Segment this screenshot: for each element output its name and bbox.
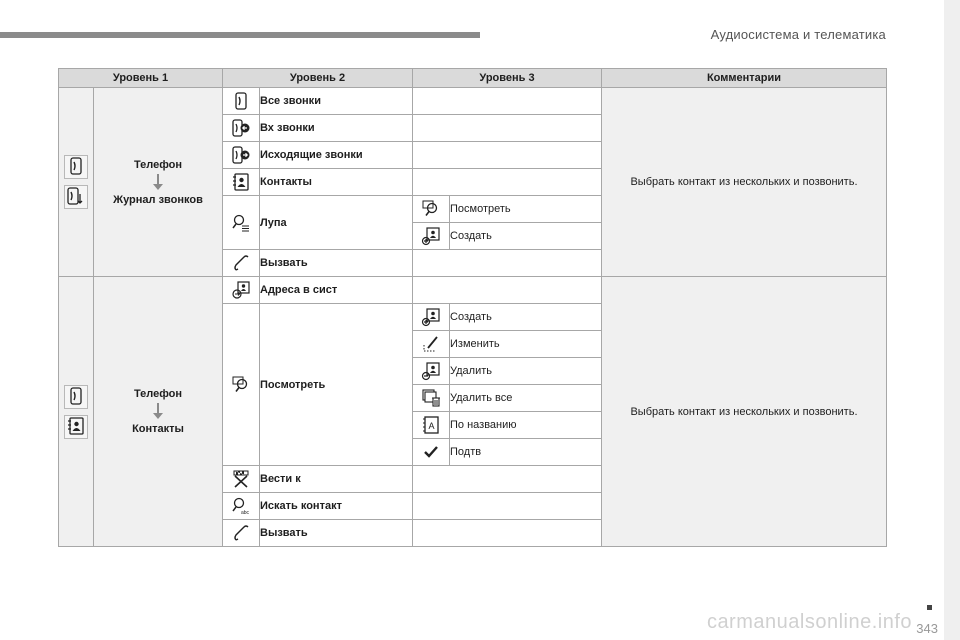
header-level3: Уровень 3 <box>413 69 602 88</box>
svg-text:A: A <box>428 421 435 431</box>
empty-level3 <box>413 88 602 115</box>
level2-icon-cell <box>223 466 260 493</box>
table-row <box>59 88 887 115</box>
level3-icon-cell <box>413 196 450 223</box>
empty-level3 <box>413 142 602 169</box>
sort-by-name-icon <box>421 415 441 435</box>
level2-cell <box>94 88 223 277</box>
empty-level3 <box>413 250 602 277</box>
menu-table <box>58 68 887 547</box>
level3-icon-cell <box>413 358 450 385</box>
delete-contact-icon <box>421 361 441 381</box>
level2-bottom-label: Журнал звонков <box>113 193 203 206</box>
level3-item[interactable]: По названию <box>450 412 602 439</box>
empty-level3 <box>413 520 602 547</box>
level2-item[interactable]: Вызвать <box>260 520 413 547</box>
level2-item[interactable]: Вызвать <box>260 250 413 277</box>
delete-all-icon <box>421 388 441 408</box>
search-contact-icon <box>231 496 251 516</box>
page-marker <box>927 605 932 610</box>
level3-item[interactable]: Изменить <box>450 331 602 358</box>
level3-icon-cell <box>413 223 450 250</box>
level2-bottom-label: Контакты <box>132 423 184 435</box>
create-contact-icon <box>421 307 441 327</box>
level2-icon-cell <box>223 142 260 169</box>
svg-text:abc: abc <box>240 510 250 516</box>
level2-cell <box>94 277 223 547</box>
empty-level3 <box>413 277 602 304</box>
page-number: 343 <box>916 621 938 636</box>
arrow-down-icon <box>157 403 159 419</box>
contacts-icon <box>231 172 251 192</box>
level2-item[interactable]: Лупа <box>260 196 413 250</box>
level2-icon-cell <box>223 493 260 520</box>
edit-icon <box>421 334 441 354</box>
empty-level3 <box>413 493 602 520</box>
level2-item[interactable]: Вх звонки <box>260 115 413 142</box>
header-comments: Комментарии <box>602 69 887 88</box>
empty-level3 <box>413 115 602 142</box>
level2-item[interactable]: Адреса в сист <box>260 277 413 304</box>
level3-item[interactable]: Создать <box>450 223 602 250</box>
level2-icon-cell <box>223 115 260 142</box>
level2-icon-cell <box>223 520 260 547</box>
level2-item[interactable]: Искать контакт <box>260 493 413 520</box>
empty-level3 <box>413 466 602 493</box>
level2-icon-cell <box>223 277 260 304</box>
level3-item[interactable]: Удалить все <box>450 385 602 412</box>
confirm-check-icon <box>421 442 441 462</box>
header-level2: Уровень 2 <box>223 69 413 88</box>
level3-icon-cell <box>413 412 450 439</box>
level2-icon-cell <box>223 304 260 466</box>
phone-log-icon <box>64 185 88 209</box>
side-strip <box>944 0 960 640</box>
level3-icon-cell <box>413 304 450 331</box>
level1-cell <box>59 88 94 277</box>
navigate-to-icon <box>231 469 251 489</box>
watermark: carmanualsonline.info <box>706 611 912 633</box>
level1-cell <box>59 277 94 547</box>
empty-level3 <box>413 169 602 196</box>
level2-icon-cell <box>223 250 260 277</box>
arrow-down-icon <box>157 174 159 190</box>
page-header-title: Аудиосистема и телематика <box>710 27 886 42</box>
level2-icon-cell <box>223 88 260 115</box>
view-contact-icon <box>421 199 441 219</box>
address-icon <box>231 280 251 300</box>
call-icon <box>231 523 251 543</box>
outgoing-call-icon <box>231 145 251 165</box>
level3-item[interactable]: Посмотреть <box>450 196 602 223</box>
level2-item[interactable]: Посмотреть <box>260 304 413 466</box>
level2-item[interactable]: Вести к <box>260 466 413 493</box>
phone-icon <box>231 91 251 111</box>
comment-cell: Выбрать контакт из нескольких и позвонить. <box>602 88 887 277</box>
level3-item[interactable]: Подтв <box>450 439 602 466</box>
create-contact-icon <box>421 226 441 246</box>
search-list-icon <box>231 213 251 233</box>
level2-top-label: Телефон <box>133 158 183 171</box>
view-contact-icon <box>231 375 251 395</box>
phone-icon <box>64 155 88 179</box>
level3-icon-cell <box>413 331 450 358</box>
level3-item[interactable]: Создать <box>450 304 602 331</box>
header-level1: Уровень 1 <box>59 69 223 88</box>
level2-item[interactable]: Исходящие звонки <box>260 142 413 169</box>
level3-item[interactable]: Удалить <box>450 358 602 385</box>
incoming-call-icon <box>231 118 251 138</box>
top-rule <box>0 32 480 38</box>
phone-icon <box>64 385 88 409</box>
level2-icon-cell <box>223 169 260 196</box>
comment-cell: Выбрать контакт из нескольких и позвонить. <box>602 277 887 547</box>
table-row <box>59 277 887 304</box>
level2-top-label: Телефон <box>133 388 183 400</box>
level3-icon-cell <box>413 439 450 466</box>
level2-icon-cell <box>223 196 260 250</box>
level3-icon-cell <box>413 385 450 412</box>
contacts-icon <box>64 415 88 439</box>
call-icon <box>231 253 251 273</box>
level2-item[interactable]: Контакты <box>260 169 413 196</box>
level2-item[interactable]: Все звонки <box>260 88 413 115</box>
